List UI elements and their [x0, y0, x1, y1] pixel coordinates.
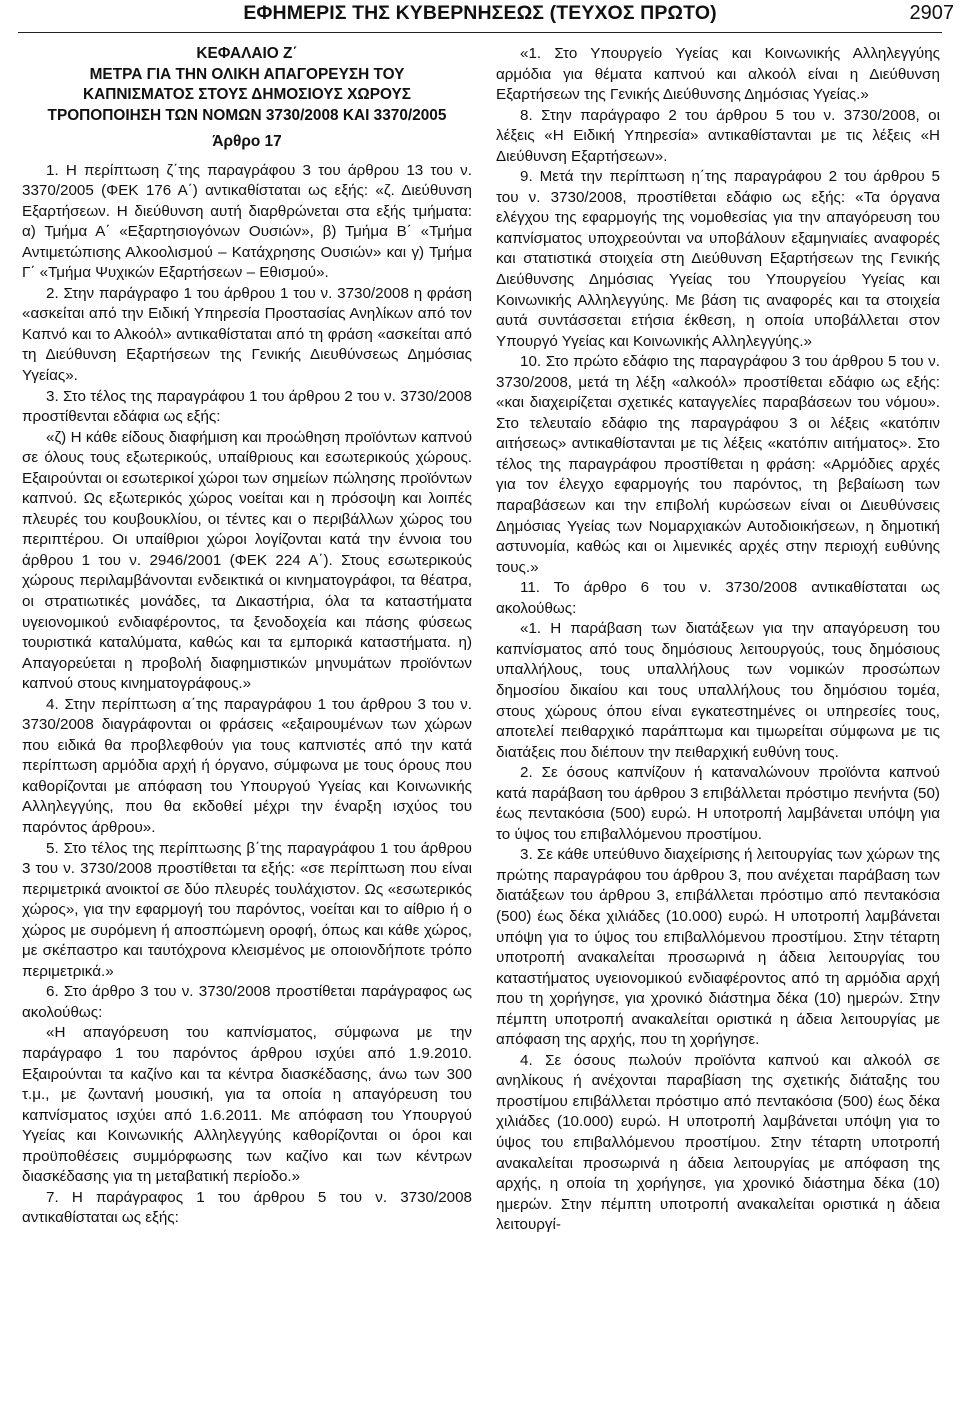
paragraph: «Η απαγόρευση του καπνίσματος, σύμφωνα με την παράγραφο 1 του παρόντος άρθρου ισχύει από 1.9.2010. Εξαιρούνται τα καζίνο και τα κέντρα διασκέδασης, άνω των 300 τ.μ., με ζωντανή μουσική, για τα οποία η απαγόρευση του καπνίσματος ισχύει από 1.6.2011. Με απόφαση του Υπουργού Υγείας και Κοινωνικής Αλληλεγγύης καθορίζονται οι όροι και προϋποθέσεις συμμόρφωσης των καζίνο και των κέντρων διασκέδασης για τη μεταβατική περίοδο.»: [22, 1024, 472, 1186]
page-header: [0, 0, 960, 30]
paragraph: 10. Στο πρώτο εδάφιο της παραγράφου 3 του άρθρου 5 του ν. 3730/2008, μετά τη λέξη «αλκοόλ» προστίθεται εδάφιο ως εξής: «και διαχειρίζεται σχετικές καταγγελίες παραβάσεων του νόμου». Στο τελευταίο εδάφιο της παραγράφου 3 οι λέξεις «κατόπιν αιτήσεως» αντικαθίστανται με τις λέξεις «κατόπιν αιτήματος». Στο τέλος της παραγράφου προστίθεται η φράση: «Αρμόδιες αρχές για τον έλεγχο εφαρμογής του παρόντος, τη βεβαίωση των παραβάσεων και την επιβολή κυρώσεων είναι οι Διευθύνσεις Δημόσιας Υγείας των Νομαρχιακών Αυτοδιοικήσεων, η δημοτική αστυνομία, καθώς και οι λιμενικές αρχές στην περιοχή ευθύνης τους.»: [496, 353, 940, 576]
paragraph: 5. Στο τέλος της περίπτωσης β΄της παραγράφου 1 του άρθρου 3 του ν. 3730/2008 προστίθεται τα εξής: «σε περίπτωση που είναι περιμετρικά ανοικτοί σε δύο πλευρές τουλάχιστον. Ως «εσωτερικός χώρος», για την εφαρμογή του παρόντος, νοείται και το αίθριο ή ο χώρος με συρόμενη ή αποσπώμενη οροφή, όπως και κάθε χώρος, με σκέπαστρο και ταυτόχρονα κλεισμένος με οποιονδήποτε τρόπο περιμετρικά.»: [22, 839, 472, 980]
chapter-title-line: ΚΑΠΝΙΣΜΑΤΟΣ ΣΤΟΥΣ ΔΗΜΟΣΙΟΥΣ ΧΩΡΟΥΣ: [82, 86, 412, 103]
chapter-title-line: ΤΡΟΠΟΠΟΙΗΣΗ ΤΩΝ ΝΟΜΩΝ 3730/2008 ΚΑΙ 3370/2005: [47, 106, 447, 124]
paragraph: 3. Σε κάθε υπεύθυνο διαχείρισης ή λειτουργίας των χώρων της πρώτης παραγράφου του άρθρου 3, που ανέχεται παράβαση των διατάξεων του άρθρου 3, επιβάλλεται πρόστιμο από πεντακόσια (500) έως δέκα χιλιάδες (10.000) ευρώ. Η υποτροπή λαμβάνεται υπόψη για το ύψος του επιβαλλόμενου προστίμου. Στην τέταρτη υποτροπή ανακαλείται προσωρινά η άδεια λειτουργίας του καταστήματος υγειονομικού ενδιαφέροντος από τη αρμόδια αρχή που τη χορήγησε, για χρονικό διάστημα δέκα (10) ημερών. Στην πέμπτη υποτροπή ανακαλείται οριστικά η άδεια λειτουργίας με απόφαση της αρχής, που τη χορήγησε.: [496, 846, 940, 1049]
article-heading: Άρθρο 17: [212, 133, 282, 150]
paragraph: 11. Το άρθρο 6 του ν. 3730/2008 αντικαθίσταται ως ακολούθως:: [496, 579, 940, 617]
paragraph: 4. Στην περίπτωση α΄της παραγράφου 1 του άρθρου 3 του ν. 3730/2008 διαγράφονται οι φράσεις «εξαιρουμένων των χώρων που ειδικά θα προβλεφθούν για τους καπνιστές από την κατά περίπτωση αρμόδια αρχή ή όργανο, σύμφωνα με τους όρους που καθορίζονται με απόφαση του Υπουργού Υγείας και Κοινωνικής Αλληλεγγύης, που θα εκδοθεί μέχρι την έναρξη ισχύος του παρόντος άρθρου».: [22, 695, 472, 836]
paragraph: «1. Στο Υπουργείο Υγείας και Κοινωνικής Αλληλεγγύης αρμόδια για θέματα καπνού και αλκοόλ είναι η Διεύθυνση Εξαρτήσεων της Γενικής Διεύθυνσης Δημόσιας Υγείας.»: [496, 45, 940, 104]
paragraph: 8. Στην παράγραφο 2 του άρθρου 5 του ν. 3730/2008, οι λέξεις «Η Ειδική Υπηρεσία» αντικαθίστανται με τις λέξεις «Η Διεύθυνση Εξαρτήσεων».: [496, 106, 940, 165]
chapter-title-line: ΜΕΤΡΑ ΓΙΑ ΤΗΝ ΟΛΙΚΗ ΑΠΑΓΟΡΕΥΣΗ ΤΟΥ: [89, 65, 405, 83]
chapter-heading: [22, 44, 472, 126]
paragraph: «ζ) Η κάθε είδους διαφήμιση και προώθηση προϊόντων καπνού σε όλους τους εξωτερικούς, υπαίθριους και εσωτερικούς χώρους. Εξαιρούνται οι εσωτερικοί χώροι των σημείων πώλησης προϊόντων καπνού. Ως εξωτερικός χώρος νοείται και η πρόσοψη και λοιπές πλευρές του κουβουκλίου, οι τέντες και ο περιβάλλων χώρος του περιπτέρου. Οι υπαίθριοι χώροι λογίζονται κατά την έννοια του άρθρου 1 του ν. 2946/2001 (ΦΕΚ 224 Α΄). Στους εσωτερικούς χώρους περιλαμβάνονται ενδεικτικά οι κινηματογράφοι, τα θέατρα, οι στρατιωτικές μονάδες, τα Δικαστήρια, όλα τα καταστήματα υγειονομικού ενδιαφέροντος, τα ξενοδοχεία και πάσης φύσεως τουριστικά καταλύματα, καθώς και τα εμπορικά καταστήματα. η) Απαγορεύεται η προβολή διαφημιστικών μηνυμάτων προϊόντων καπνού στους κινηματογράφους.»: [22, 428, 472, 693]
right-column: [496, 44, 940, 1236]
paragraph: 7. Η παράγραφος 1 του άρθρου 5 του ν. 3730/2008 αντικαθίσταται ως εξής:: [22, 1188, 472, 1227]
page-number: 2907: [909, 2, 954, 24]
paragraph: 9. Μετά την περίπτωση η΄της παραγράφου 2 του άρθρου 5 του ν. 3730/2008, προστίθεται εδάφιο ως εξής: «Τα όργανα ελέγχου της εφαρμογής της νομοθεσίας για την απαγόρευση του καπνίσματος υποχρεούνται να υποβάλουν εξαμηνιαίες αναφορές και στατιστικά στοιχεία στη Διεύθυνση Εξαρτήσεων της Γενικής Διεύθυνσης Δημόσιας Υγείας του Υπουργείου Υγείας και Κοινωνικής Αλληλεγγύης. Με βάση τις αναφορές και τα στοιχεία αυτά συντάσσεται ετήσια έκθεση, η οποία υποβάλλεται στον Υπουργό Υγείας και Κοινωνικής Αλληλεγγύης.»: [496, 168, 940, 350]
gazette-title: ΕΦΗΜΕΡΙΣ ΤΗΣ ΚΥΒΕΡΝΗΣΕΩΣ (ΤΕΥΧΟΣ ΠΡΩΤΟ): [243, 2, 717, 24]
paragraph: 6. Στο άρθρο 3 του ν. 3730/2008 προστίθεται παράγραφος ως ακολούθως:: [22, 983, 472, 1021]
chapter-number: ΚΕΦΑΛΑΙΟ Ζ΄: [196, 45, 298, 62]
paragraph: 2. Στην παράγραφο 1 του άρθρου 1 του ν. 3730/2008 η φράση «ασκείται από την Ειδική Υπηρεσία Προστασίας Ανηλίκων από τον Καπνό και το Αλκοόλ» αντικαθίσταται από τη φράση «ασκείται από τη Διεύθυνση Εξαρτήσεων της Γενικής Διευθύνσεως Δημόσιας Υγείας».: [22, 284, 472, 384]
paragraph: 4. Σε όσους πωλούν προϊόντα καπνού και αλκοόλ σε ανηλίκους ή ανέχονται παραβίαση της σχετικής διάταξης του προστίμου επιβάλλεται πρόστιμο από πεντακόσια (500) έως δέκα χιλιάδες (10.000) ευρώ. Η υποτροπή λαμβάνεται υπόψη για το ύψος του επιβαλλόμενου προστίμου. Στην τέταρτη υποτροπή ανακαλείται προσωρινά η άδεια λειτουργίας με απόφαση της αρχής, η οποία τη χορήγησε, για χρονικό διάστημα δέκα (10) ημερών. Στην πέμπτη υποτροπή ανακαλείται οριστικά η άδεια λειτουργί-: [496, 1051, 940, 1234]
left-column: [22, 44, 472, 1229]
paragraph: 1. Η περίπτωση ζ΄της παραγράφου 3 του άρθρου 13 του ν. 3370/2005 (ΦΕΚ 176 Α΄) αντικαθίσταται ως εξής: «ζ. Διεύθυνση Εξαρτήσεων. Η διεύθυνση αυτή διαρθρώνεται στα εξής τμήματα: α) Τμήμα Α΄ «Εξαρτησιογόνων Ουσιών», β) Τμήμα Β΄ «Τμήμα Αντιμετώπισης Αλκοολισμού – Κατάχρησης Ουσιών» και γ) Τμήμα Γ΄ «Τμήμα Ψυχικών Εξαρτήσεων – Εθισμού».: [22, 161, 472, 282]
paragraph: 3. Στο τέλος της παραγράφου 1 του άρθρου 2 του ν. 3730/2008 προστίθενται εδάφια ως εξής:: [22, 387, 472, 426]
paragraph: 2. Σε όσους καπνίζουν ή καταναλώνουν προϊόντα καπνού κατά παράβαση του άρθρου 3 επιβάλλεται πρόστιμο πενήντα (50) έως πεντακόσια (500) ευρώ. Η υποτροπή λαμβάνεται υπόψη για το ύψος του επιβαλλόμενου προστίμου.: [496, 764, 940, 843]
header-rule: [18, 32, 942, 33]
paragraph: «1. Η παράβαση των διατάξεων για την απαγόρευση του καπνίσματος από τους δημόσιους λειτουργούς, τους δημόσιους υπαλλήλους, τους υπαλλήλους των νομικών προσώπων δημοσίου δικαίου και τους υπαλλήλους του δημόσιου τομέα, στους χώρους όπου είναι εγκατεστημένες οι υπηρεσίες τους, αποτελεί πειθαρχικό παράπτωμα και τιμωρείται σύμφωνα με τις διατάξεις που διέπουν την πειθαρχική ευθύνη τους.: [496, 620, 940, 761]
